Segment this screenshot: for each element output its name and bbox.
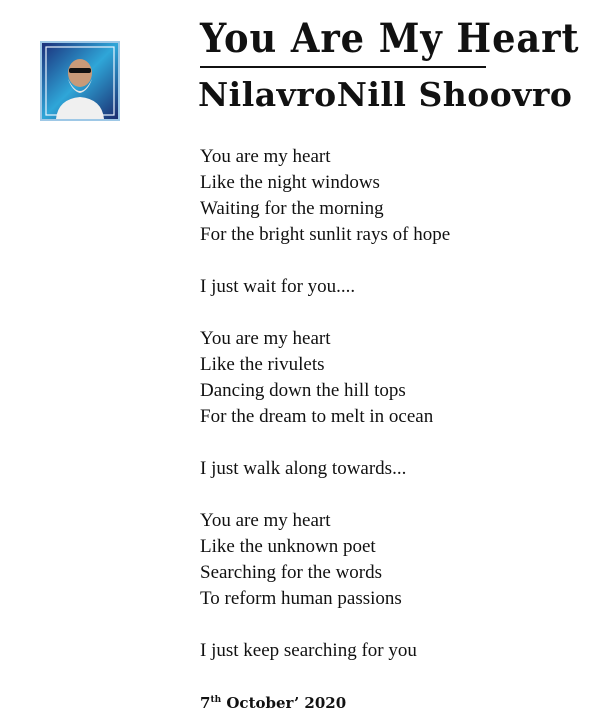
stanza <box>200 456 450 482</box>
author-portrait <box>40 41 120 121</box>
poem-line: You are my heart <box>200 146 331 167</box>
poem-title: You Are My Heart <box>200 15 580 62</box>
poem-line: Like the rivulets <box>200 354 325 375</box>
stanza <box>200 508 450 612</box>
poem-line: I just keep searching for you <box>200 640 417 661</box>
title-underline <box>200 66 486 68</box>
date-day: 7 <box>200 694 211 712</box>
poem-line: To reform human passions <box>200 588 402 609</box>
poem-body <box>200 144 450 690</box>
stanza <box>200 638 450 664</box>
poem-line: I just walk along towards... <box>200 458 407 479</box>
poem-line: Dancing down the hill tops <box>200 380 406 401</box>
poem-line: For the dream to melt in ocean <box>200 406 434 427</box>
date-suffix: th <box>210 695 222 705</box>
stanza <box>200 144 450 248</box>
date-rest: October’ 2020 <box>221 694 347 712</box>
poem-line: For the bright sunlit rays of hope <box>200 224 451 245</box>
stanza <box>200 274 450 300</box>
poem-line: Like the night windows <box>200 172 380 193</box>
author-name: NilavroNill Shoovro <box>198 75 573 114</box>
poem-date <box>200 690 346 713</box>
poem-line: Waiting for the morning <box>200 198 384 219</box>
portrait-image <box>42 43 118 119</box>
poem-line: Searching for the words <box>200 562 383 583</box>
poem-line: Like the unknown poet <box>200 536 376 557</box>
stanza <box>200 326 450 430</box>
poem-line: You are my heart <box>200 510 331 531</box>
poem-line: You are my heart <box>200 328 331 349</box>
poem-line: I just wait for you.... <box>200 276 356 297</box>
